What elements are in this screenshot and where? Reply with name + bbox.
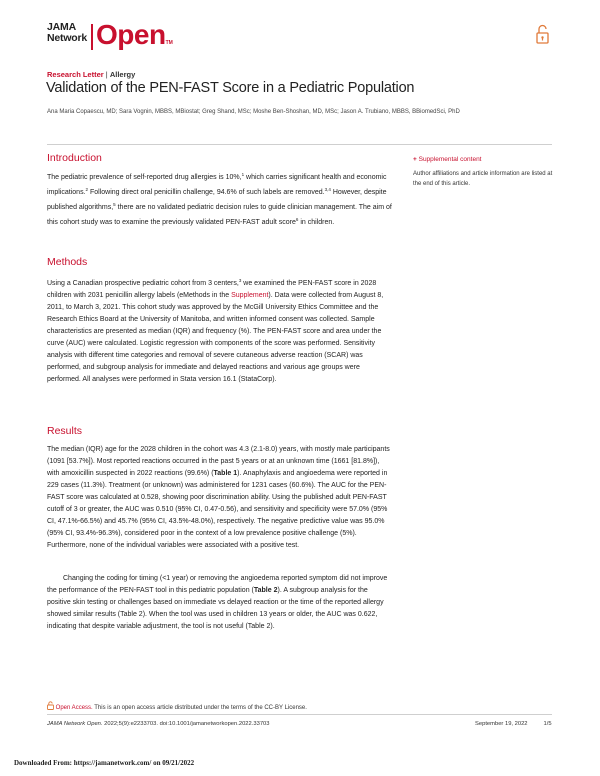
logo-wordmark: JAMA Network [47, 21, 88, 44]
article-category: Allergy [109, 70, 136, 79]
section-heading-introduction: Introduction [47, 152, 102, 164]
article-kicker: Research Letter | Allergy [47, 70, 136, 79]
article-type: Research Letter [47, 70, 104, 79]
table-1-link[interactable]: Table 1 [213, 470, 238, 477]
open-access-icon [47, 701, 54, 710]
methods-paragraph: Using a Canadian prospective pediatric cohort from 3 centers,$^3$ we examined the PEN-FAST score in 2028 children with 2031 penicillin allergy labels (eMethods in the Supplement). Data were collected from August 8, 2011, to March 3, 2021. This cohort study was approved by the McGill University Ethics Committee and the Research Ethics Board at the University of Manitoba, and written informed consent was collected. Sample characteristics are presented as median (IQR) and frequency (%). The PEN-FAST score and area under the curve (AUC) were calculated. Logistic regression with components of the score was performed. Sensitivity analysis with different time categories and removal of severe cutaneous adverse reaction (SCAR) was performed, and subgroup analysis for immediate and delayed reactions and various age groups were performed. All analyses were performed in Stata version 16.1 (StataCorp). [47, 278, 384, 383]
results-paragraph-2: Changing the coding for timing (<1 year) or removing the angioedema reported symptom did not improve the performance of the PEN-FAST tool in this pediatric population (Table 2). A subgroup analysis for the positive skin testing or challenges based on immediate vs delayed reaction or the time of the reported allergy showed similar results (Table 2). When the tool was used in children 13 years or older, the AUC was 0.622, indicating that despite variable adjustment, the tool is not useful (Table 2). [47, 575, 388, 630]
logo-divider [91, 24, 93, 50]
section-heading-methods: Methods [47, 256, 88, 268]
footer-divider [47, 714, 552, 715]
table-2-link[interactable]: Table 2 [253, 587, 278, 594]
header-divider [47, 144, 552, 145]
supplement-link[interactable]: Supplement [231, 292, 269, 299]
open-access-notice: Open Access. This is an open access article distributed under the terms of the CC-BY License. [47, 701, 307, 711]
section-heading-results: Results [47, 425, 83, 437]
author-list: Ana Maria Copaescu, MD; Sara Vognin, MBBS, MBiostat; Greg Shand, MSc; Moshe Ben-Shoshan, MD, MSc; Jason A. Trubiano, MBBS, BBiomedSci, PhD [47, 109, 460, 115]
supplemental-content-link[interactable]: + Supplemental content [413, 156, 482, 163]
footer-date-page: September 19, 2022 1/5 [475, 721, 552, 727]
article-title: Validation of the PEN-FAST Score in a Pediatric Population [46, 80, 415, 96]
introduction-paragraph: The pediatric prevalence of self-reported drug allergies is 10%,$^1$ which carries significant health and economic implications.$^2$ Following direct oral penicillin challenge, 94.6% of such labels are removed.$^{3,4}$ However, despite published algorithms,$^5$ there are no validated pediatric decision rules to guide clinician management. The aim of this cohort study was to examine the previously validated PEN-FAST adult score$^6$ in children. [47, 172, 392, 226]
download-stamp: Downloaded From: https://jamanetwork.com/ on 09/21/2022 [14, 759, 195, 767]
plus-icon: + [413, 156, 419, 163]
page-number: 1/5 [543, 721, 552, 727]
results-paragraph-1: The median (IQR) age for the 2028 children in the cohort was 4.3 (2.1-8.0) years, with mostly male participants (1091 [53.7%]). Most reported reactions occurred in the past 5 years or at an unknown time (1661 [81.8%]), with amoxicillin suspected in 2022 reactions (99.6%) (Table 1). Anaphylaxis and angioedema were reported in 229 cases (11.3%). Treatment (or unknown) was administered for 1231 cases (60.6%). The AUC for the PEN-FAST score was calculated at 0.528, showing poor discrimination ability. Using the published adult PEN-FAST cutoff of 3 or greater, the AUC was 0.510 (95% CI, 0.47-0.56), and sensitivity and specificity were 57.0% (95% CI, 47.1%-66.5%) and 45.7% (95% CI, 43.5%-48.0%), respectively. The negative predictive value was 95.0% (95% CI, 93.4%-96.3%), considered poor in the context of a low prevalence positive challenge (5%). Furthermore, none of the individual variables were associated with a positive test. [47, 446, 390, 549]
citation: JAMA Network Open. 2022;5(9):e2233703. doi:10.1001/jamanetworkopen.2022.33703 [47, 721, 270, 727]
author-affiliations-note: Author affiliations and article information are listed at the end of this article. [413, 171, 553, 187]
open-access-lock-icon [536, 24, 549, 46]
logo-open-text: OpenTM [96, 19, 173, 50]
